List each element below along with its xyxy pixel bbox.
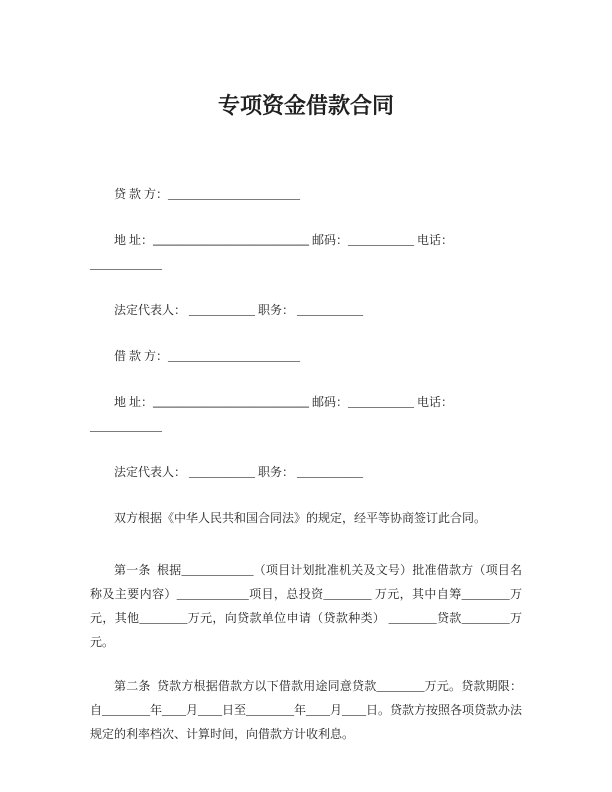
- job-title-blank-line: ___________: [297, 465, 364, 479]
- postcode-blank-line: ___________: [348, 395, 415, 409]
- legal-representative-label: 法定代表人：: [114, 303, 187, 317]
- article-2-paragraph: 第二条 贷款方根据借款方以下借款用途同意贷款________万元。贷款期限：自________年____月____日至________年____月____日。贷款方按照各项贷款办法规定的利率档次、计算时间，向借款方计收利息。: [90, 679, 523, 741]
- borrower-representative-row: [90, 460, 522, 484]
- lender-address-row: [90, 228, 522, 276]
- address-blank-line: __________________________: [153, 233, 310, 247]
- job-title-label: 职务：: [258, 303, 295, 317]
- article-1-paragraph: 第一条 根据____________（项目计划批准机关及文号）批准借款方（项目名称及主要内容）____________项目，总投资________ 万元，其中自筹________万元，其他________万元，向贷款单位申请（贷款种类） ________贷款________万元。: [90, 563, 522, 649]
- phone-blank-line: ____________: [90, 419, 162, 433]
- lender-label: 贷 款 方：: [114, 187, 169, 201]
- postcode-blank-line: ___________: [348, 233, 415, 247]
- address-label: 地 址：: [114, 233, 154, 247]
- address-blank-line: __________________________: [153, 395, 310, 409]
- representative-blank-line: ___________: [189, 465, 256, 479]
- intro-paragraph: 双方根据《中华人民共和国合同法》的规定，经平等协商签订此合同。: [114, 511, 487, 525]
- job-title-label: 职务：: [258, 465, 295, 479]
- lender-row: [90, 182, 522, 206]
- borrower-address-row: [90, 390, 522, 438]
- lender-blank-line: ______________________: [168, 187, 301, 201]
- phone-blank-line: ____________: [90, 257, 162, 271]
- job-title-blank-line: ___________: [297, 303, 364, 317]
- borrower-blank-line: ______________________: [168, 349, 301, 363]
- legal-representative-label: 法定代表人：: [114, 465, 187, 479]
- document-title: 专项资金借款合同: [217, 93, 394, 118]
- phone-label: 电话：: [417, 395, 454, 409]
- borrower-label: 借 款 方：: [114, 349, 169, 363]
- lender-representative-row: [90, 298, 522, 322]
- phone-label: 电话：: [417, 233, 454, 247]
- address-label: 地 址：: [114, 395, 154, 409]
- postcode-label: 邮码：: [312, 233, 349, 247]
- representative-blank-line: ___________: [189, 303, 256, 317]
- borrower-row: [90, 344, 522, 368]
- postcode-label: 邮码：: [312, 395, 349, 409]
